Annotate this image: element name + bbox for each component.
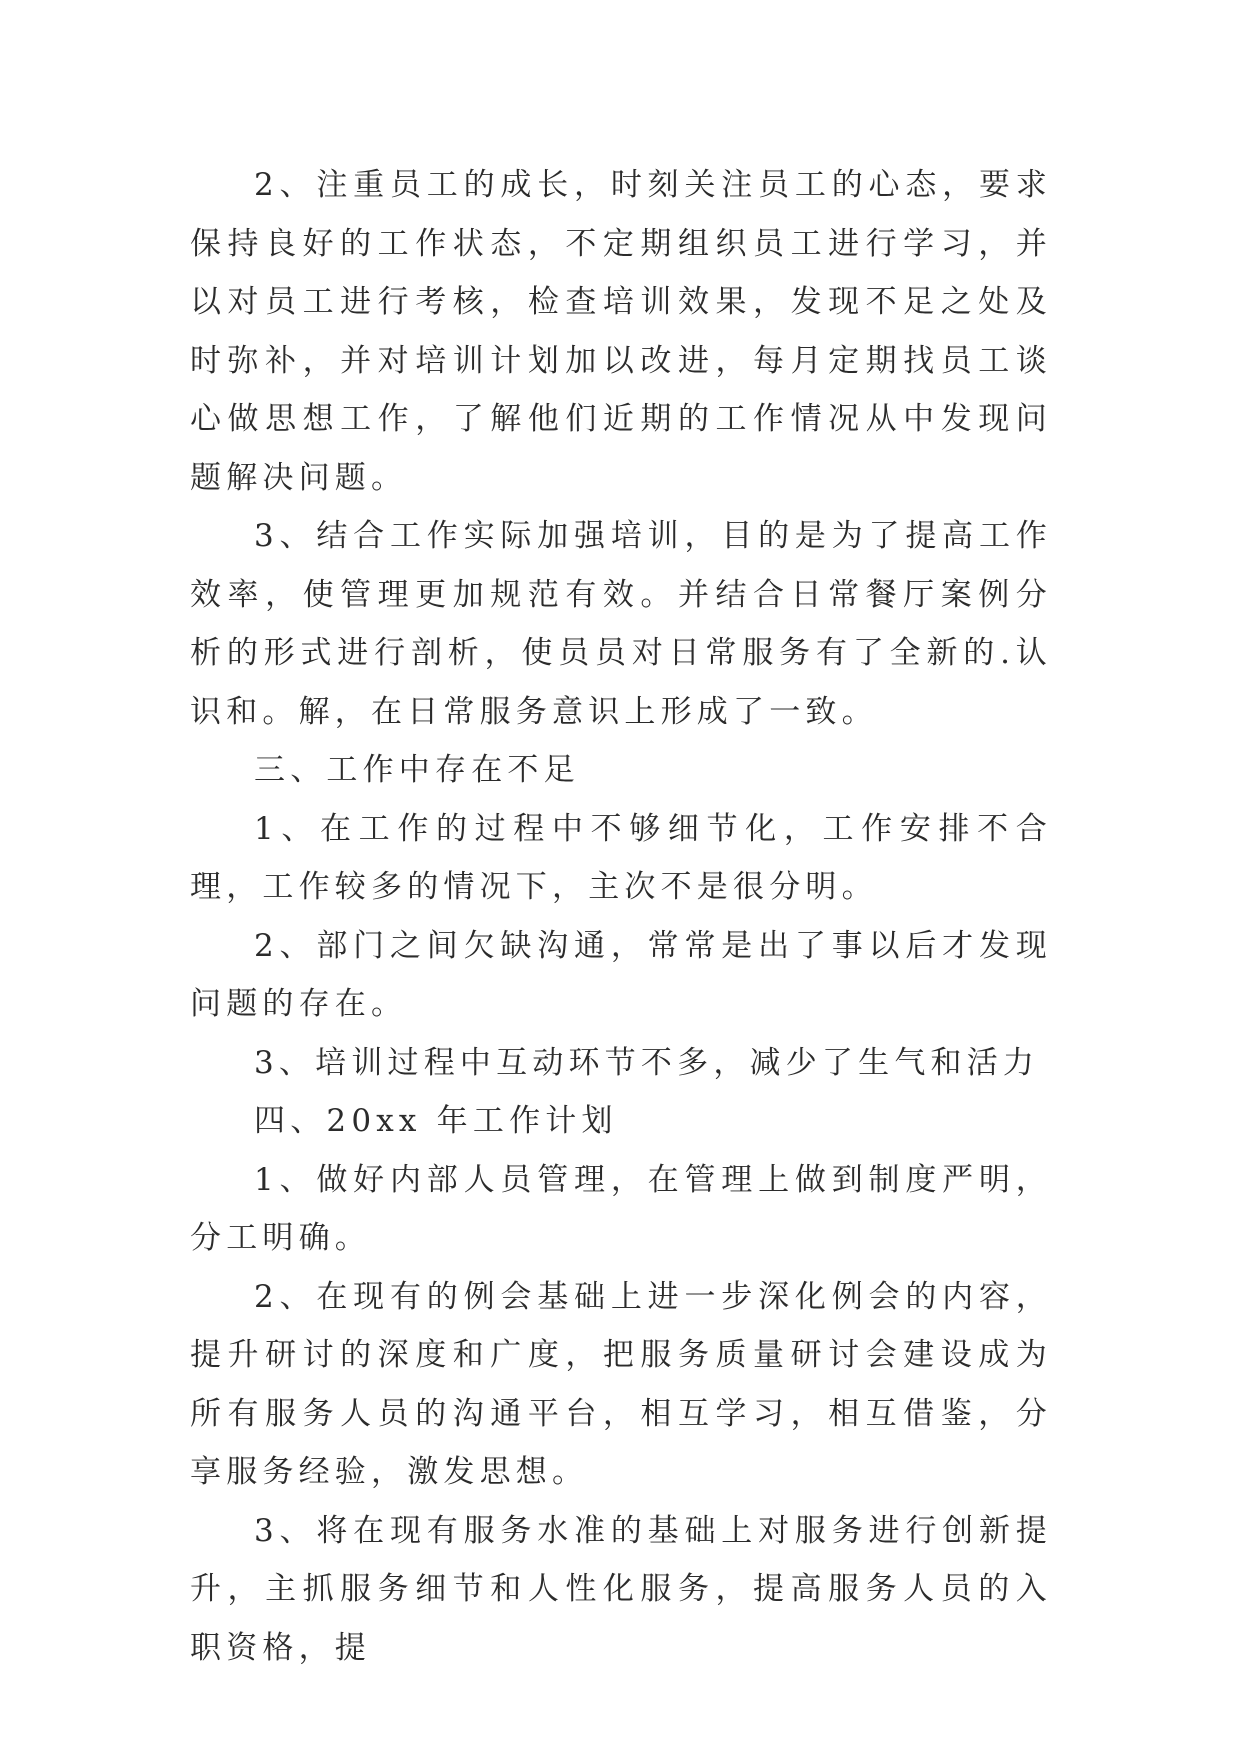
paragraph-training: 3、结合工作实际加强培训，目的是为了提高工作效率，使管理更加规范有效。并结合日常餐厅案例分析的形式进行剖析，使员员对日常服务有了全新的.认识和。解，在日常服务意识上形成了一致。 (190, 518, 1052, 730)
document-body (190, 156, 1052, 1677)
paragraph-interaction-shortcoming: 3、培训过程中互动环节不多，减少了生气和活力 (254, 1044, 1040, 1081)
section-heading-shortcomings: 三、工作中存在不足 (254, 752, 580, 788)
paragraph-communication-shortcoming: 2、部门之间欠缺沟通，常常是出了事以后才发现问题的存在。 (190, 927, 1052, 1022)
section-heading-work-plan: 四、20xx 年工作计划 (254, 1103, 618, 1139)
paragraph-meetings: 2、在现有的例会基础上进一步深化例会的内容，提升研讨的深度和广度，把服务质量研讨会建设成为所有服务人员的沟通平台，相互学习，相互借鉴，分享服务经验，激发思想。 (190, 1278, 1052, 1490)
paragraph-employee-growth: 2、注重员工的成长，时刻关注员工的心态，要求保持良好的工作状态，不定期组织员工进行学习，并以对员工进行考核，检查培训效果，发现不足之处及时弥补，并对培训计划加以改进，每月定期找员工谈心做思想工作，了解他们近期的工作情况从中发现问题解决问题。 (190, 167, 1052, 496)
paragraph-detail-shortcoming: 1、在工作的过程中不够细节化，工作安排不合理，工作较多的情况下，主次不是很分明。 (190, 810, 1052, 905)
paragraph-service-innovation: 3、将在现有服务水准的基础上对服务进行创新提升，主抓服务细节和人性化服务，提高服务人员的入职资格，提 (190, 1512, 1052, 1666)
paragraph-staff-management: 1、做好内部人员管理，在管理上做到制度严明，分工明确。 (190, 1161, 1052, 1256)
